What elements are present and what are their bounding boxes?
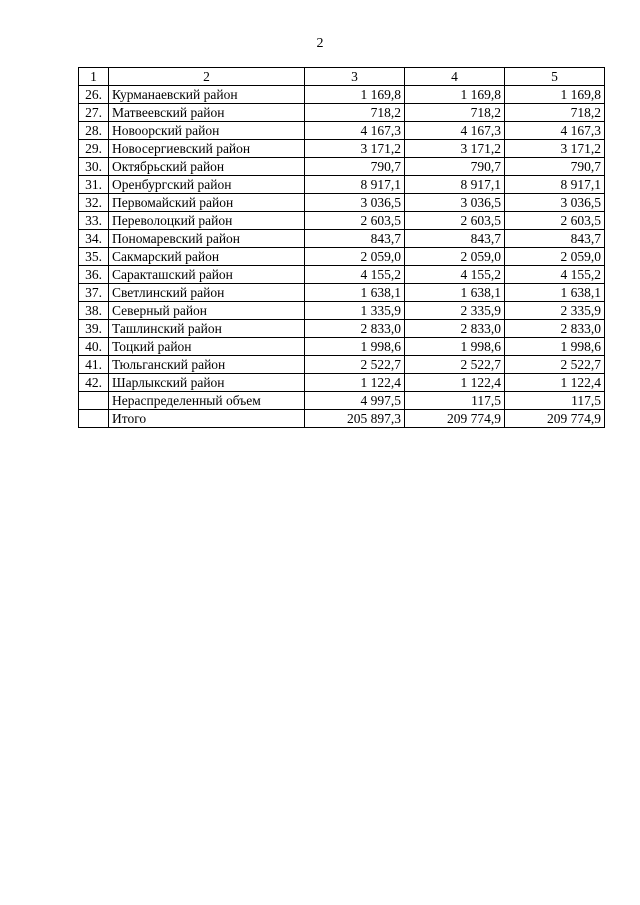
value-col-3: 3 171,2 <box>305 140 405 158</box>
value-col-3: 1 169,8 <box>305 86 405 104</box>
value-col-4: 2 522,7 <box>405 356 505 374</box>
value-col-5: 718,2 <box>505 104 605 122</box>
value-col-5: 1 169,8 <box>505 86 605 104</box>
value-col-3: 1 122,4 <box>305 374 405 392</box>
budget-table <box>78 67 605 428</box>
district-name: Октябрьский район <box>109 158 305 176</box>
row-number <box>79 410 109 428</box>
value-col-3: 205 897,3 <box>305 410 405 428</box>
value-col-4: 1 998,6 <box>405 338 505 356</box>
value-col-3: 718,2 <box>305 104 405 122</box>
header-col-2: 2 <box>109 68 305 86</box>
value-col-4: 4 167,3 <box>405 122 505 140</box>
table-row <box>79 176 605 194</box>
value-col-3: 8 917,1 <box>305 176 405 194</box>
value-col-4: 8 917,1 <box>405 176 505 194</box>
value-col-3: 1 638,1 <box>305 284 405 302</box>
value-col-4: 3 171,2 <box>405 140 505 158</box>
value-col-5: 843,7 <box>505 230 605 248</box>
table-row <box>79 212 605 230</box>
value-col-5: 2 059,0 <box>505 248 605 266</box>
district-name: Переволоцкий район <box>109 212 305 230</box>
row-number: 38. <box>79 302 109 320</box>
district-name: Первомайский район <box>109 194 305 212</box>
row-number: 42. <box>79 374 109 392</box>
row-number: 26. <box>79 86 109 104</box>
row-number: 35. <box>79 248 109 266</box>
table-row <box>79 410 605 428</box>
value-col-5: 3 036,5 <box>505 194 605 212</box>
table-row <box>79 248 605 266</box>
value-col-3: 3 036,5 <box>305 194 405 212</box>
row-number: 41. <box>79 356 109 374</box>
district-name: Матвеевский район <box>109 104 305 122</box>
value-col-3: 1 335,9 <box>305 302 405 320</box>
row-number: 34. <box>79 230 109 248</box>
district-name: Тоцкий район <box>109 338 305 356</box>
value-col-4: 2 603,5 <box>405 212 505 230</box>
table-row <box>79 104 605 122</box>
table-row <box>79 158 605 176</box>
district-name: Пономаревский район <box>109 230 305 248</box>
value-col-3: 790,7 <box>305 158 405 176</box>
district-name: Шарлыкский район <box>109 374 305 392</box>
value-col-4: 790,7 <box>405 158 505 176</box>
row-number: 29. <box>79 140 109 158</box>
value-col-5: 4 167,3 <box>505 122 605 140</box>
value-col-5: 3 171,2 <box>505 140 605 158</box>
district-name: Новоорский район <box>109 122 305 140</box>
table-row <box>79 194 605 212</box>
value-col-3: 2 603,5 <box>305 212 405 230</box>
value-col-4: 718,2 <box>405 104 505 122</box>
value-col-4: 1 638,1 <box>405 284 505 302</box>
header-col-1: 1 <box>79 68 109 86</box>
table-row <box>79 140 605 158</box>
table-row <box>79 302 605 320</box>
table-row <box>79 392 605 410</box>
table-row <box>79 338 605 356</box>
table-body <box>79 86 605 428</box>
value-col-4: 3 036,5 <box>405 194 505 212</box>
table-row <box>79 356 605 374</box>
district-name: Северный район <box>109 302 305 320</box>
value-col-3: 4 155,2 <box>305 266 405 284</box>
value-col-3: 2 059,0 <box>305 248 405 266</box>
value-col-3: 2 833,0 <box>305 320 405 338</box>
value-col-5: 2 833,0 <box>505 320 605 338</box>
header-col-4: 4 <box>405 68 505 86</box>
value-col-5: 1 998,6 <box>505 338 605 356</box>
table-row <box>79 122 605 140</box>
value-col-5: 2 603,5 <box>505 212 605 230</box>
row-number: 27. <box>79 104 109 122</box>
row-number: 37. <box>79 284 109 302</box>
district-name: Нераспределенный объем <box>109 392 305 410</box>
value-col-5: 1 122,4 <box>505 374 605 392</box>
value-col-3: 4 167,3 <box>305 122 405 140</box>
row-number: 30. <box>79 158 109 176</box>
district-name: Светлинский район <box>109 284 305 302</box>
header-col-5: 5 <box>505 68 605 86</box>
row-number: 31. <box>79 176 109 194</box>
row-number: 32. <box>79 194 109 212</box>
table-row <box>79 320 605 338</box>
district-name: Новосергиевский район <box>109 140 305 158</box>
value-col-5: 209 774,9 <box>505 410 605 428</box>
row-number: 28. <box>79 122 109 140</box>
header-col-3: 3 <box>305 68 405 86</box>
district-name: Итого <box>109 410 305 428</box>
value-col-4: 209 774,9 <box>405 410 505 428</box>
row-number: 33. <box>79 212 109 230</box>
value-col-4: 843,7 <box>405 230 505 248</box>
value-col-5: 4 155,2 <box>505 266 605 284</box>
row-number <box>79 392 109 410</box>
value-col-3: 4 997,5 <box>305 392 405 410</box>
value-col-3: 843,7 <box>305 230 405 248</box>
value-col-5: 2 522,7 <box>505 356 605 374</box>
row-number: 36. <box>79 266 109 284</box>
header-row <box>79 68 605 86</box>
value-col-5: 8 917,1 <box>505 176 605 194</box>
table-row <box>79 266 605 284</box>
district-name: Оренбургский район <box>109 176 305 194</box>
district-name: Сакмарский район <box>109 248 305 266</box>
value-col-3: 2 522,7 <box>305 356 405 374</box>
value-col-3: 1 998,6 <box>305 338 405 356</box>
table-row <box>79 374 605 392</box>
value-col-4: 4 155,2 <box>405 266 505 284</box>
table-row <box>79 86 605 104</box>
value-col-4: 117,5 <box>405 392 505 410</box>
value-col-4: 2 833,0 <box>405 320 505 338</box>
district-name: Тюльганский район <box>109 356 305 374</box>
table-row <box>79 284 605 302</box>
value-col-5: 117,5 <box>505 392 605 410</box>
row-number: 39. <box>79 320 109 338</box>
value-col-5: 1 638,1 <box>505 284 605 302</box>
value-col-5: 790,7 <box>505 158 605 176</box>
value-col-4: 2 059,0 <box>405 248 505 266</box>
row-number: 40. <box>79 338 109 356</box>
district-name: Ташлинский район <box>109 320 305 338</box>
value-col-5: 2 335,9 <box>505 302 605 320</box>
page-number: 2 <box>316 36 324 51</box>
value-col-4: 1 169,8 <box>405 86 505 104</box>
value-col-4: 2 335,9 <box>405 302 505 320</box>
district-name: Саракташский район <box>109 266 305 284</box>
value-col-4: 1 122,4 <box>405 374 505 392</box>
table-row <box>79 230 605 248</box>
district-name: Курманаевский район <box>109 86 305 104</box>
